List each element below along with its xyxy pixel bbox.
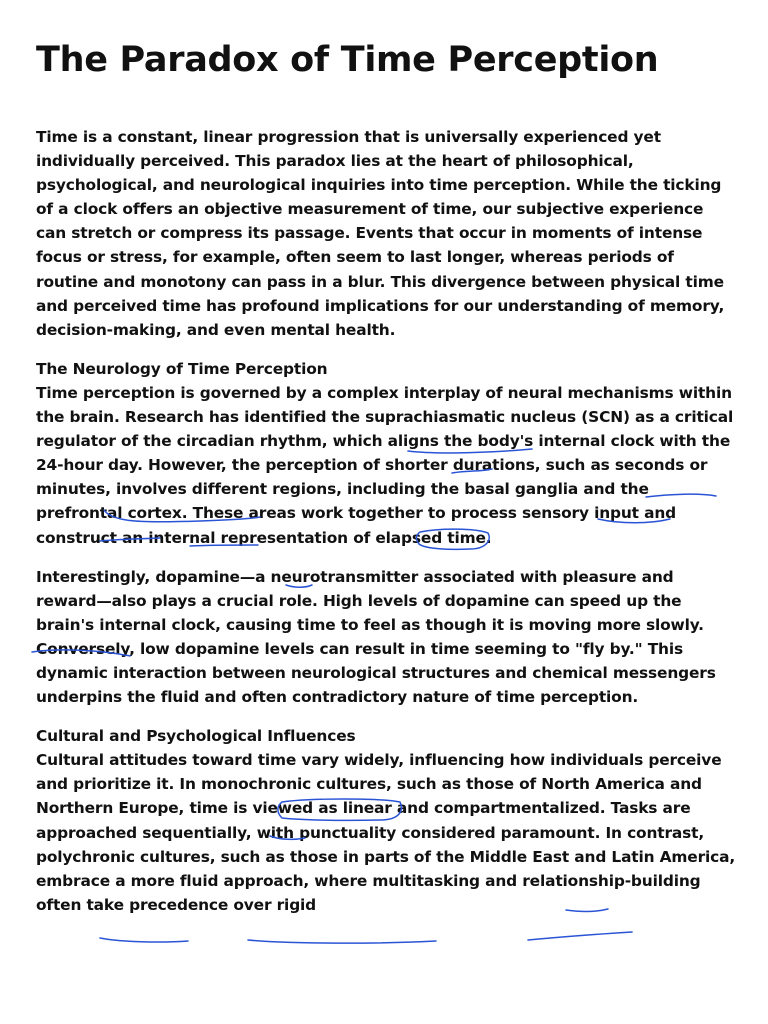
section-heading-cultural: Cultural and Psychological Influences [36, 727, 356, 746]
intro-paragraph: Time is a constant, linear progression that is universally experienced yet individually perceived. This paradox lies at the heart of philosophical, psychological, and neurological inquiries into time perception. While the ticking of a clock offers an objective measurement of time, our subjective experience can stretch or compress its passage. Events that occur in moments of intense focus or stress, for example, often seem to last longer, whereas periods of routine and monotony can pass in a blur. This divergence between physical time and perceived time has profound implications for our understanding of memory, decision-making, and even mental health. [36, 128, 725, 339]
page-title: The Paradox of Time Perception [36, 40, 659, 80]
neurology-paragraph-2: Interestingly, dopamine—a neurotransmitter associated with pleasure and reward—also plays a crucial role. High levels of dopamine can speed up the brain's internal clock, causing time to feel as though it is moving more slowly. Conversely, low dopamine levels can result in time seeming to "fly by." This dynamic interaction between neurological structures and chemical messengers underpins the fluid and often contradictory nature of time perception. [36, 567, 716, 707]
underline-multitasking [100, 938, 188, 942]
section-heading-neurology: The Neurology of Time Perception [36, 359, 328, 378]
underline-relationship-building [248, 940, 436, 943]
cultural-paragraph-1: Cultural attitudes toward time vary widely, influencing how individuals perceive and prioritize it. In monochronic cultures, such as those of North America and Northern Europe, time is viewed as linear and compartmentalized. Tasks are approached sequentially, with punctuality considered paramount. In contrast, polychronic cultures, such as those in parts of the Middle East and Latin America, embrace a more fluid approach, where multitasking and relationship-building often take precedence over rigid [36, 751, 736, 914]
document-body [36, 125, 736, 932]
underline-precedence [528, 932, 632, 940]
neurology-paragraph-1: Time perception is governed by a complex interplay of neural mechanisms within the brain. Research has identified the suprachiasmatic nucleus (SCN) as a critical regulator of the circadian rhythm, which aligns the body's internal clock with the 24-hour day. However, the perception of shorter durations, such as seconds or minutes, involves different regions, including the basal ganglia and the prefrontal cortex. These areas work together to process sensory input and construct an internal representation of elapsed time. [36, 383, 734, 547]
